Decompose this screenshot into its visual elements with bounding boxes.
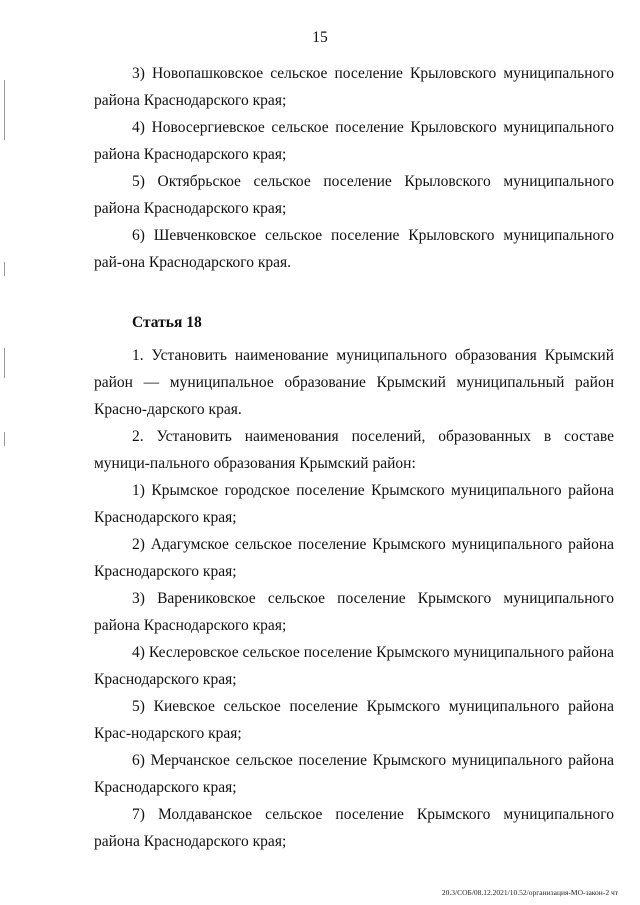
article-paragraph: 1. Установить наименование муниципального образования Крымский район — муниципальное образование Крымский муниципальный район Красно-дарского края.	[94, 347, 614, 418]
article-paragraph: 2. Установить наименования поселений, образованных в составе муници-пального образования Крымский район:	[94, 428, 614, 472]
list-item: 6) Шевченковское сельское поселение Крыловского муниципального рай-она Краснодарского края.	[94, 227, 614, 271]
list-item: 4) Новосергиевское сельское поселение Крыловского муниципального района Краснодарского края;	[94, 119, 614, 163]
list-item: 4) Кеслеровское сельское поселение Крымского муниципального района Краснодарского края;	[94, 644, 614, 688]
scan-margin-mark	[4, 80, 5, 140]
article-heading: Статья 18	[132, 314, 202, 331]
list-item: 3) Варениковское сельское поселение Крымского муниципального района Краснодарского края;	[94, 590, 614, 634]
list-item: 7) Молдаванское сельское поселение Крымского муниципального района Краснодарского края;	[94, 806, 614, 850]
page-number: 15	[312, 29, 328, 46]
scan-margin-mark	[4, 262, 5, 276]
list-item: 6) Мерчанское сельское поселение Крымского муниципального района Краснодарского края;	[94, 752, 614, 796]
footer-document-code: 20.3/СОБ/08.12.2021/10.52/организация-МО-закон-2 чт	[441, 888, 618, 897]
scan-margin-mark	[4, 432, 5, 446]
list-item: 2) Адагумское сельское поселение Крымского муниципального района Краснодарского края;	[94, 536, 614, 580]
list-item: 5) Киевское сельское поселение Крымского муниципального района Крас-нодарского края;	[94, 698, 614, 742]
settlement-list-continued	[94, 60, 614, 276]
list-item: 5) Октябрьское сельское поселение Крыловского муниципального района Краснодарского края;	[94, 173, 614, 217]
list-item: 3) Новопашковское сельское поселение Крыловского муниципального района Краснодарского края;	[94, 65, 614, 109]
document-body	[94, 60, 614, 855]
list-item: 1) Крымское городское поселение Крымского муниципального района Краснодарского края;	[94, 482, 614, 526]
scan-margin-mark	[4, 348, 5, 378]
